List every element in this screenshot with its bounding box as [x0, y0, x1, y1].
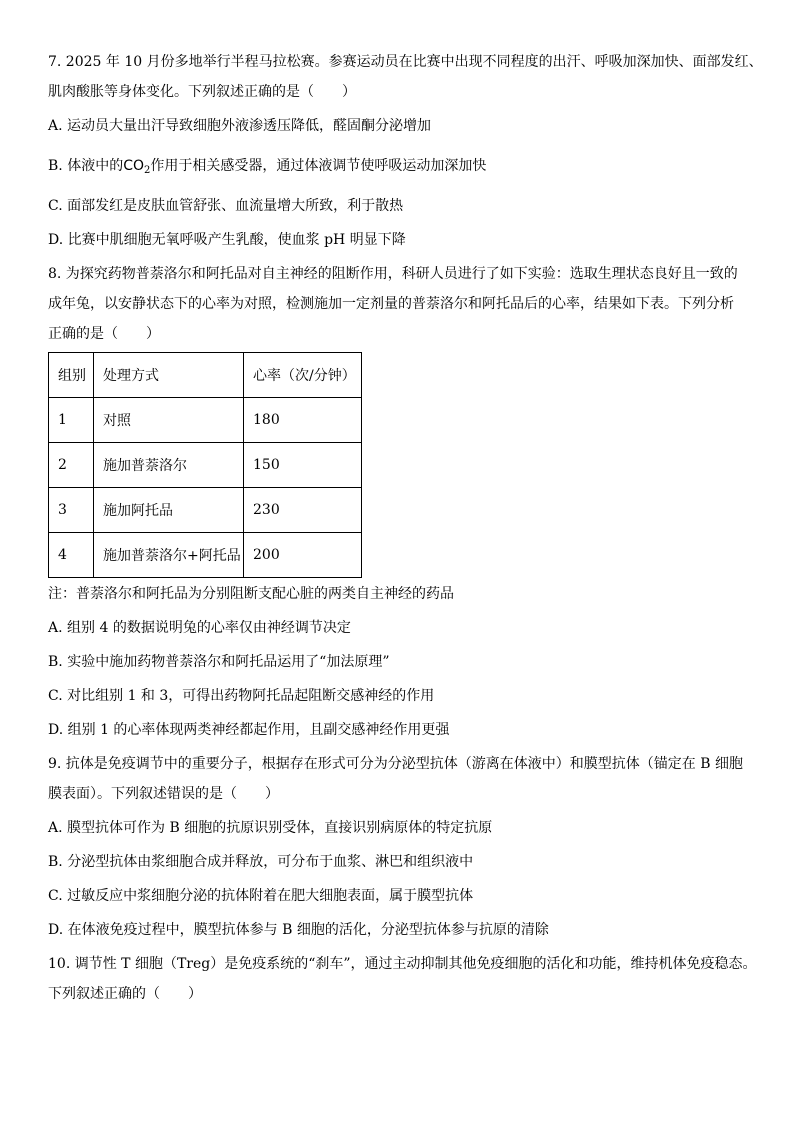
table-row [49, 398, 362, 443]
co2-text: CO [123, 158, 144, 174]
question-7-option-b [48, 156, 770, 176]
question-9-stem-line2: 膜表面）。下列叙述错误的是（ ） [48, 786, 279, 802]
question-9-stem-line1: 9. 抗体是免疫调节中的重要分子，根据存在形式可分为分泌型抗体（游离在体液中）和膜型抗体（锚定在 B 细胞 [48, 756, 743, 772]
question-8-option-d: D. 组别 1 的心率体现两类神经都起作用，且副交感神经作用更强 [48, 722, 450, 738]
question-8-stem-line1: 8. 为探究药物普萘洛尔和阿托品对自主神经的阻断作用，科研人员进行了如下实验：选取生理状态良好且一致的 [48, 266, 738, 282]
table-cell-treatment: 施加普萘洛尔 [94, 443, 244, 488]
table-cell-heart-rate: 180 [244, 398, 362, 443]
question-8 [48, 264, 770, 740]
question-10-stem-line2: 下列叙述正确的（ ） [48, 986, 202, 1002]
table-cell-heart-rate: 200 [244, 533, 362, 578]
question-9 [48, 754, 770, 940]
table-cell-group: 4 [49, 533, 94, 578]
question-7-stem-line2: 肌肉酸胀等身体变化。下列叙述正确的是（ ） [48, 84, 356, 100]
table-cell-group: 3 [49, 488, 94, 533]
table-cell-heart-rate: 230 [244, 488, 362, 533]
table-header-row [49, 353, 362, 398]
question-8-option-a: A. 组别 4 的数据说明兔的心率仅由神经调节决定 [48, 620, 351, 636]
table-cell-group: 2 [49, 443, 94, 488]
table-row [49, 488, 362, 533]
table-cell-treatment: 施加阿托品 [94, 488, 244, 533]
question-9-option-b: B. 分泌型抗体由浆细胞合成并释放，可分布于血浆、淋巴和组织液中 [48, 854, 474, 870]
question-8-option-b: B. 实验中施加药物普萘洛尔和阿托品运用了“加法原理” [48, 654, 390, 670]
heart-rate-table [48, 352, 362, 578]
table-cell-heart-rate: 150 [244, 443, 362, 488]
table-cell-group: 1 [49, 398, 94, 443]
question-9-option-c: C. 过敏反应中浆细胞分泌的抗体附着在肥大细胞表面，属于膜型抗体 [48, 888, 474, 904]
question-9-option-a: A. 膜型抗体可作为 B 细胞的抗原识别受体，直接识别病原体的特定抗原 [48, 820, 493, 836]
question-10-stem-line1: 10. 调节性 T 细胞（Treg）是免疫系统的“刹车”，通过主动抑制其他免疫细胞的活化和功能，维持机体免疫稳态。 [48, 956, 757, 972]
question-7-option-a: A. 运动员大量出汗导致细胞外液渗透压降低，醛固酮分泌增加 [48, 118, 432, 134]
table-header-group: 组别 [49, 353, 94, 398]
question-10 [48, 954, 770, 1004]
table-header-heart-rate: 心率（次/分钟） [244, 353, 362, 398]
question-8-stem-line3: 正确的是（ ） [48, 326, 160, 342]
exam-page [48, 52, 770, 1004]
table-row [49, 533, 362, 578]
table-cell-treatment: 对照 [94, 398, 244, 443]
question-7-option-d: D. 比赛中肌细胞无氧呼吸产生乳酸，使血浆 pH 明显下降 [48, 232, 406, 248]
table-cell-treatment: 施加普萘洛尔+阿托品 [94, 533, 244, 578]
table-header-treatment: 处理方式 [94, 353, 244, 398]
option-b-suffix: 作用于相关感受器，通过体液调节使呼吸运动加深加快 [150, 158, 487, 174]
table-row [49, 443, 362, 488]
question-9-option-d: D. 在体液免疫过程中，膜型抗体参与 B 细胞的活化，分泌型抗体参与抗原的清除 [48, 922, 549, 938]
question-7-stem-line1: 7. 2025 年 10 月份多地举行半程马拉松赛。参赛运动员在比赛中出现不同程度的出汗、呼吸加深加快、面部发红、 [48, 54, 763, 70]
question-7-option-c: C. 面部发红是皮肤血管舒张、血流量增大所致，利于散热 [48, 198, 404, 214]
question-8-table-note: 注：普萘洛尔和阿托品为分别阻断支配心脏的两类自主神经的药品 [48, 586, 454, 602]
co2-subscript: 2 [144, 165, 151, 176]
question-8-stem-line2: 成年兔，以安静状态下的心率为对照，检测施加一定剂量的普萘洛尔和阿托品后的心率，结果如下表。下列分析 [48, 296, 734, 312]
co2-formula [123, 158, 150, 174]
option-b-prefix: B. 体液中的 [48, 158, 124, 174]
question-8-option-c: C. 对比组别 1 和 3，可得出药物阿托品起阻断交感神经的作用 [48, 688, 435, 704]
question-7 [48, 52, 770, 250]
